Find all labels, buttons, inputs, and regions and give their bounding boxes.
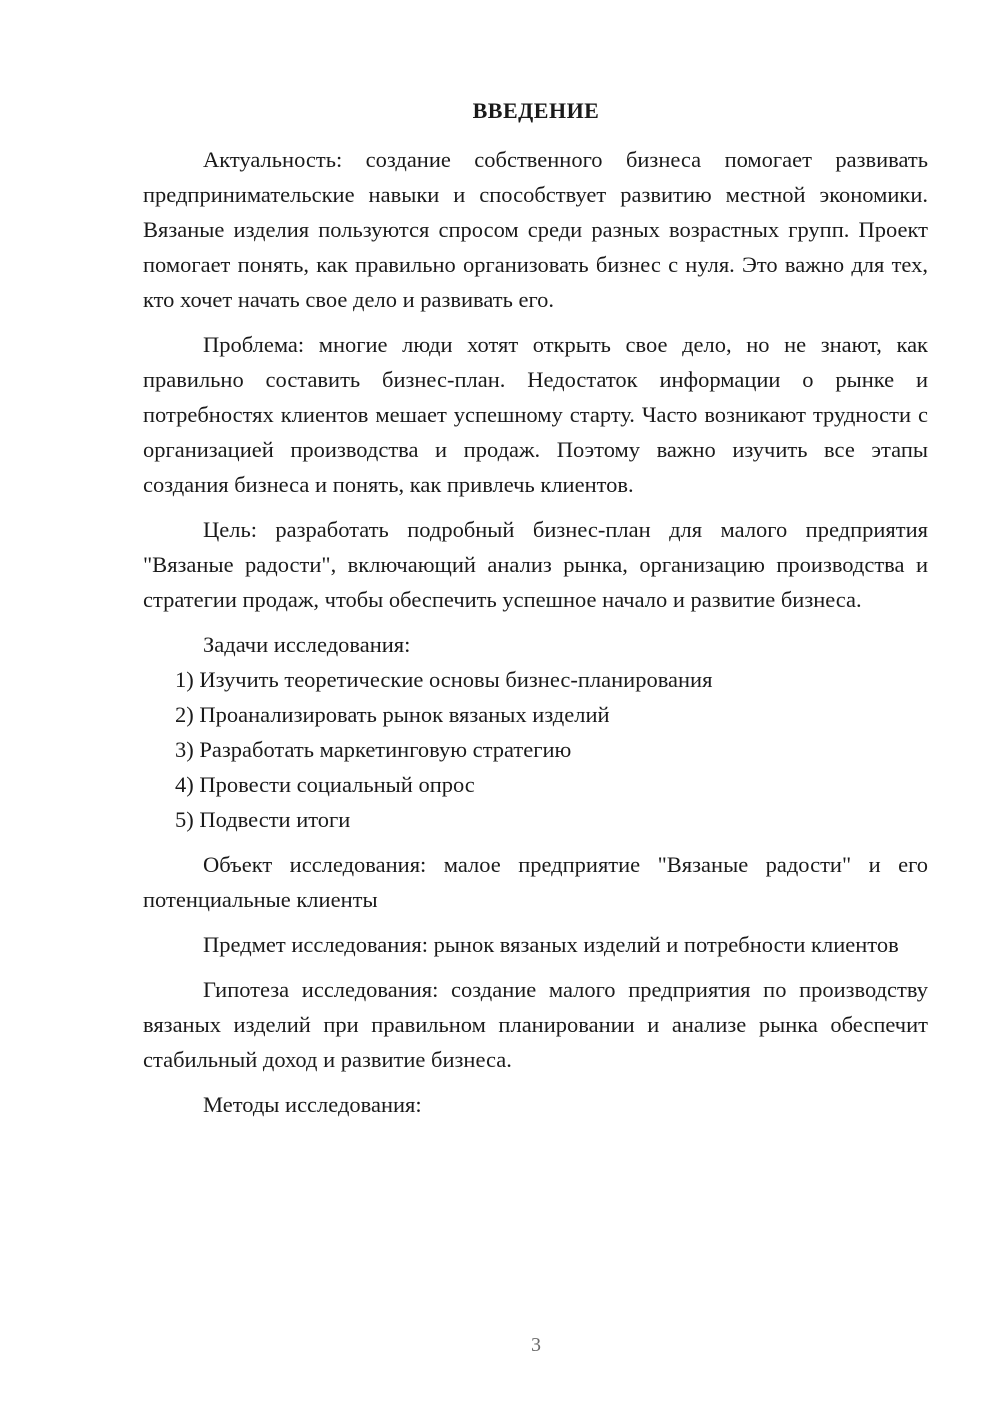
task-item: 3) Разработать маркетинговую стратегию (175, 737, 572, 762)
paragraph-problem: Проблема: многие люди хотят открыть свое дело, но не знают, как правильно составить бизнес-план. Недостаток информации о рынке и потребностях клиентов мешает успешному старту. Часто возникают трудности с организацией производства и продаж. Поэтому важно изучить все этапы создания бизнеса и понять, как привлечь клиентов. (143, 332, 928, 497)
paragraph-object: Объект исследования: малое предприятие "Вязаные радости" и его потенциальные клиенты (143, 852, 928, 912)
task-item: 4) Провести социальный опрос (175, 772, 475, 797)
task-item: 2) Проанализировать рынок вязаных изделий (175, 702, 610, 727)
methods-heading: Методы исследования: (203, 1092, 422, 1117)
tasks-heading: Задачи исследования: (203, 632, 411, 657)
paragraph-relevance: Актуальность: создание собственного бизнеса помогает развивать предпринимательские навыки и способствует развитию местной экономики. Вязаные изделия пользуются спросом среди разных возрастных групп. Проект помогает понять, как правильно организовать бизнес с нуля. Это важно для тех, кто хочет начать свое дело и развивать его. (143, 147, 928, 312)
paragraph-goal: Цель: разработать подробный бизнес-план для малого предприятия "Вязаные радости", включающий анализ рынка, организацию производства и стратегии продаж, чтобы обеспечить успешное начало и развитие бизнеса. (143, 517, 928, 612)
paragraph-hypothesis: Гипотеза исследования: создание малого предприятия по производству вязаных изделий при правильном планировании и анализе рынка обеспечит стабильный доход и развитие бизнеса. (143, 977, 928, 1072)
page-title: ВВЕДЕНИЕ (472, 98, 600, 123)
paragraph-subject: Предмет исследования: рынок вязаных изделий и потребности клиентов (203, 932, 899, 957)
task-item: 1) Изучить теоретические основы бизнес-планирования (175, 667, 713, 692)
document-body (143, 142, 928, 1122)
task-item: 5) Подвести итоги (175, 807, 351, 832)
page-number: 3 (531, 1334, 541, 1356)
